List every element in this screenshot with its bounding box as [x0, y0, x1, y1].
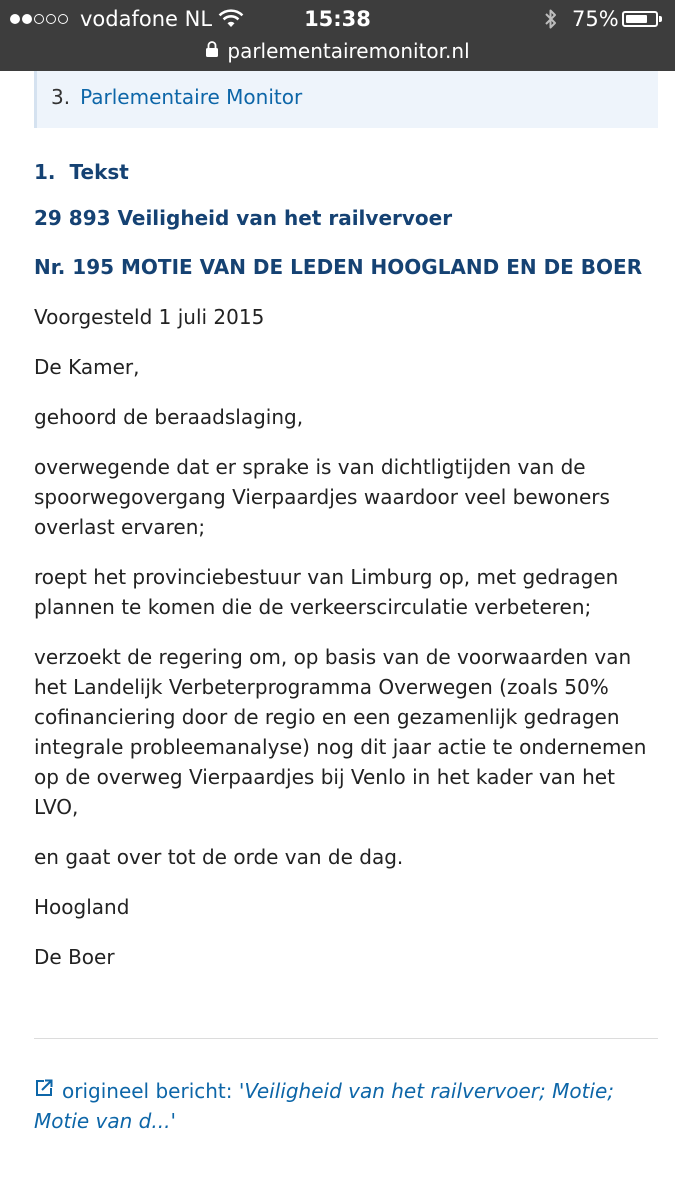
original-message-link[interactable] — [34, 1076, 654, 1136]
document-body — [34, 150, 654, 972]
battery-percentage: 75% — [572, 7, 619, 31]
battery-level — [626, 15, 647, 23]
section-title: Tekst — [69, 160, 129, 184]
lock-icon — [205, 38, 219, 64]
original-message-title-link[interactable]: 'Veiligheid van het railvervoer; Motie; Motie van d...' — [34, 1079, 615, 1133]
url-text[interactable]: parlementairemonitor.nl — [227, 39, 470, 63]
document-subtitle: Nr. 195 MOTIE VAN DE LEDEN HOOGLAND EN DE BOER — [34, 255, 643, 279]
paragraph-requests: verzoekt de regering om, op basis van de voorwaarden van het Landelijk Verbeterprogramma Overwegen (zoals 50% cofinanciering door de regio en een gezamenlijk gedragen integrale probleemanalyse) nog dit jaar actie te ondernemen op de overweg Vierpaardjes bij Venlo in het kader van het LVO, — [34, 645, 647, 819]
address-bar[interactable] — [0, 38, 675, 64]
table-of-contents — [34, 71, 658, 128]
document-title: 29 893 Veiligheid van het railvervoer — [34, 206, 453, 230]
paragraph-closing: en gaat over tot de orde van de dag. — [34, 845, 404, 869]
original-message-label: origineel bericht: — [62, 1079, 233, 1103]
toc-item-number: 3. — [51, 85, 71, 109]
paragraph-salutation: De Kamer, — [34, 355, 140, 379]
signatory-hoogland: Hoogland — [34, 895, 130, 919]
paragraph-date: Voorgesteld 1 juli 2015 — [34, 305, 265, 329]
signatory-de-boer: De Boer — [34, 945, 115, 969]
status-time: 15:38 — [304, 7, 371, 31]
battery-icon — [622, 11, 658, 27]
battery-tip — [659, 16, 662, 22]
paragraph-calls-upon: roept het provinciebestuur van Limburg op, met gedragen plannen te komen die de verkeerscirculatie verbeteren; — [34, 565, 619, 619]
section-number: 1. — [34, 160, 56, 184]
status-bar — [0, 0, 675, 71]
divider — [34, 1038, 658, 1039]
toc-item-link[interactable]: Parlementaire Monitor — [80, 85, 303, 109]
carrier-name: vodafone NL — [80, 7, 213, 31]
paragraph-considering: overwegende dat er sprake is van dichtligtijden van de spoorwegovergang Vierpaardjes waardoor veel bewoners overlast ervaren; — [34, 455, 610, 539]
section-heading — [34, 158, 654, 186]
bluetooth-icon — [544, 7, 558, 38]
toc-item-parlementaire-monitor[interactable] — [51, 84, 302, 110]
external-link-icon — [34, 1076, 54, 1106]
paragraph-heard: gehoord de beraadslaging, — [34, 405, 304, 429]
